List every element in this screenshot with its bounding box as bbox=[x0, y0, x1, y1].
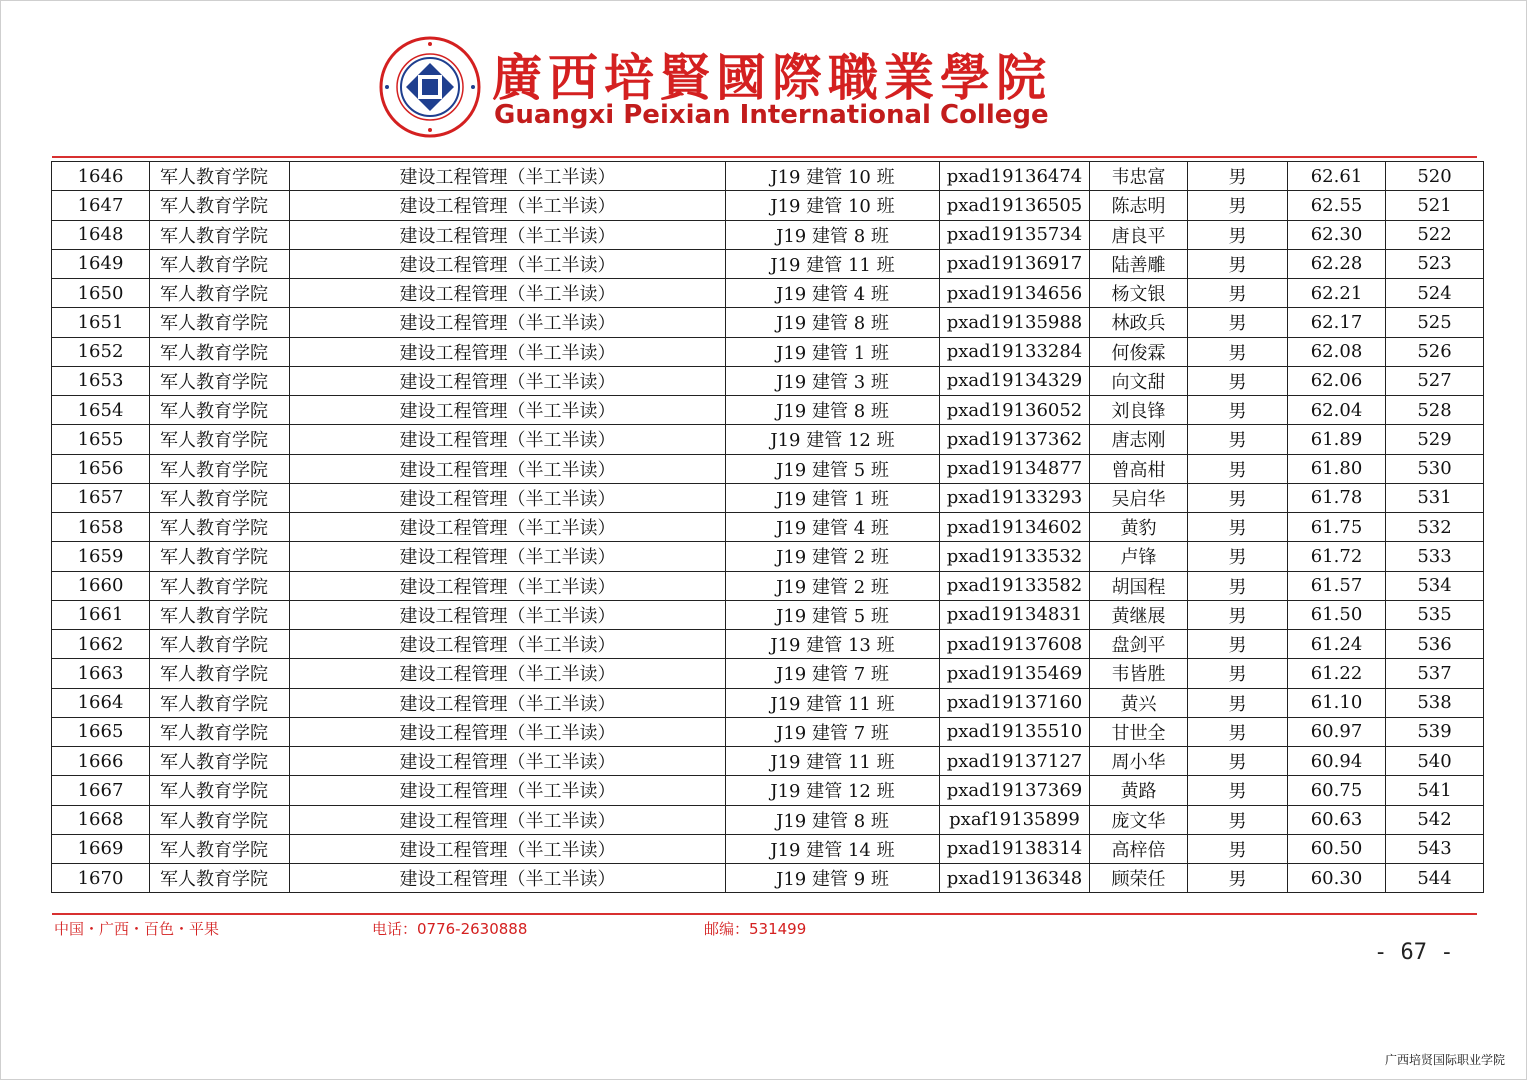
cell-gender: 男 bbox=[1188, 337, 1288, 366]
cell-class: J19 建管 9 班 bbox=[726, 864, 940, 893]
cell-gender: 男 bbox=[1188, 600, 1288, 629]
table-row bbox=[52, 191, 1484, 220]
cell-score: 60.75 bbox=[1288, 776, 1386, 805]
cell-college: 军人教育学院 bbox=[150, 571, 290, 600]
cell-college: 军人教育学院 bbox=[150, 249, 290, 278]
cell-seq: 1668 bbox=[52, 805, 150, 834]
cell-score: 61.22 bbox=[1288, 659, 1386, 688]
cell-class: J19 建管 2 班 bbox=[726, 542, 940, 571]
cell-rank: 529 bbox=[1386, 425, 1484, 454]
cell-college: 军人教育学院 bbox=[150, 483, 290, 512]
cell-college: 军人教育学院 bbox=[150, 513, 290, 542]
cell-major: 建设工程管理（半工半读） bbox=[290, 396, 726, 425]
cell-student-id: pxad19133532 bbox=[940, 542, 1090, 571]
cell-rank: 523 bbox=[1386, 249, 1484, 278]
cell-class: J19 建管 14 班 bbox=[726, 834, 940, 863]
cell-student-id: pxad19135469 bbox=[940, 659, 1090, 688]
cell-rank: 525 bbox=[1386, 308, 1484, 337]
cell-score: 62.21 bbox=[1288, 279, 1386, 308]
cell-name: 盘剑平 bbox=[1090, 630, 1188, 659]
cell-student-id: pxad19134656 bbox=[940, 279, 1090, 308]
cell-college: 军人教育学院 bbox=[150, 864, 290, 893]
cell-student-id: pxad19133284 bbox=[940, 337, 1090, 366]
table-row bbox=[52, 249, 1484, 278]
cell-seq: 1660 bbox=[52, 571, 150, 600]
college-logo bbox=[379, 36, 481, 138]
cell-class: J19 建管 8 班 bbox=[726, 396, 940, 425]
cell-rank: 544 bbox=[1386, 864, 1484, 893]
table-row bbox=[52, 483, 1484, 512]
cell-score: 61.72 bbox=[1288, 542, 1386, 571]
cell-major: 建设工程管理（半工半读） bbox=[290, 191, 726, 220]
table-row bbox=[52, 454, 1484, 483]
student-ranking-table bbox=[51, 161, 1484, 893]
header-divider bbox=[52, 156, 1477, 158]
cell-college: 军人教育学院 bbox=[150, 776, 290, 805]
cell-score: 61.80 bbox=[1288, 454, 1386, 483]
cell-gender: 男 bbox=[1188, 483, 1288, 512]
cell-seq: 1653 bbox=[52, 366, 150, 395]
cell-name: 甘世全 bbox=[1090, 717, 1188, 746]
cell-major: 建设工程管理（半工半读） bbox=[290, 542, 726, 571]
cell-college: 军人教育学院 bbox=[150, 747, 290, 776]
cell-gender: 男 bbox=[1188, 279, 1288, 308]
cell-college: 军人教育学院 bbox=[150, 659, 290, 688]
cell-seq: 1646 bbox=[52, 162, 150, 191]
table-body bbox=[52, 162, 1484, 893]
cell-rank: 533 bbox=[1386, 542, 1484, 571]
cell-name: 陈志明 bbox=[1090, 191, 1188, 220]
table-row bbox=[52, 542, 1484, 571]
cell-student-id: pxad19136474 bbox=[940, 162, 1090, 191]
cell-major: 建设工程管理（半工半读） bbox=[290, 162, 726, 191]
cell-class: J19 建管 13 班 bbox=[726, 630, 940, 659]
cell-class: J19 建管 5 班 bbox=[726, 454, 940, 483]
cell-name: 刘良锋 bbox=[1090, 396, 1188, 425]
cell-gender: 男 bbox=[1188, 805, 1288, 834]
cell-seq: 1666 bbox=[52, 747, 150, 776]
cell-score: 61.57 bbox=[1288, 571, 1386, 600]
cell-rank: 535 bbox=[1386, 600, 1484, 629]
cell-rank: 524 bbox=[1386, 279, 1484, 308]
cell-class: J19 建管 8 班 bbox=[726, 220, 940, 249]
table-row bbox=[52, 659, 1484, 688]
footer-phone: 电话：0776-2630888 bbox=[372, 920, 528, 938]
cell-name: 向文甜 bbox=[1090, 366, 1188, 395]
cell-score: 61.75 bbox=[1288, 513, 1386, 542]
cell-name: 黄路 bbox=[1090, 776, 1188, 805]
cell-class: J19 建管 12 班 bbox=[726, 776, 940, 805]
cell-score: 62.04 bbox=[1288, 396, 1386, 425]
cell-name: 高梓倍 bbox=[1090, 834, 1188, 863]
table-row bbox=[52, 776, 1484, 805]
cell-rank: 530 bbox=[1386, 454, 1484, 483]
cell-student-id: pxad19136348 bbox=[940, 864, 1090, 893]
cell-score: 60.50 bbox=[1288, 834, 1386, 863]
table-row bbox=[52, 366, 1484, 395]
cell-major: 建设工程管理（半工半读） bbox=[290, 249, 726, 278]
cell-score: 62.30 bbox=[1288, 220, 1386, 249]
cell-college: 军人教育学院 bbox=[150, 279, 290, 308]
cell-student-id: pxad19136052 bbox=[940, 396, 1090, 425]
cell-student-id: pxad19137160 bbox=[940, 688, 1090, 717]
cell-rank: 528 bbox=[1386, 396, 1484, 425]
cell-name: 黄兴 bbox=[1090, 688, 1188, 717]
cell-score: 62.28 bbox=[1288, 249, 1386, 278]
cell-student-id: pxad19135988 bbox=[940, 308, 1090, 337]
cell-college: 军人教育学院 bbox=[150, 308, 290, 337]
table-row bbox=[52, 805, 1484, 834]
cell-gender: 男 bbox=[1188, 191, 1288, 220]
cell-student-id: pxad19137369 bbox=[940, 776, 1090, 805]
table-row bbox=[52, 279, 1484, 308]
cell-class: J19 建管 1 班 bbox=[726, 337, 940, 366]
cell-score: 61.50 bbox=[1288, 600, 1386, 629]
cell-major: 建设工程管理（半工半读） bbox=[290, 425, 726, 454]
cell-student-id: pxad19136505 bbox=[940, 191, 1090, 220]
cell-name: 杨文银 bbox=[1090, 279, 1188, 308]
cell-gender: 男 bbox=[1188, 425, 1288, 454]
table-row bbox=[52, 396, 1484, 425]
cell-college: 军人教育学院 bbox=[150, 396, 290, 425]
cell-gender: 男 bbox=[1188, 630, 1288, 659]
table-row bbox=[52, 571, 1484, 600]
cell-major: 建设工程管理（半工半读） bbox=[290, 864, 726, 893]
cell-rank: 537 bbox=[1386, 659, 1484, 688]
table-row bbox=[52, 864, 1484, 893]
cell-seq: 1665 bbox=[52, 717, 150, 746]
cell-rank: 521 bbox=[1386, 191, 1484, 220]
cell-college: 军人教育学院 bbox=[150, 630, 290, 659]
cell-seq: 1664 bbox=[52, 688, 150, 717]
cell-student-id: pxad19137608 bbox=[940, 630, 1090, 659]
cell-rank: 541 bbox=[1386, 776, 1484, 805]
cell-name: 韦皆胜 bbox=[1090, 659, 1188, 688]
cell-class: J19 建管 3 班 bbox=[726, 366, 940, 395]
cell-name: 韦忠富 bbox=[1090, 162, 1188, 191]
cell-major: 建设工程管理（半工半读） bbox=[290, 308, 726, 337]
cell-class: J19 建管 12 班 bbox=[726, 425, 940, 454]
cell-name: 唐良平 bbox=[1090, 220, 1188, 249]
cell-class: J19 建管 7 班 bbox=[726, 717, 940, 746]
cell-name: 周小华 bbox=[1090, 747, 1188, 776]
cell-seq: 1659 bbox=[52, 542, 150, 571]
cell-college: 军人教育学院 bbox=[150, 162, 290, 191]
cell-class: J19 建管 7 班 bbox=[726, 659, 940, 688]
cell-college: 军人教育学院 bbox=[150, 688, 290, 717]
cell-seq: 1651 bbox=[52, 308, 150, 337]
cell-major: 建设工程管理（半工半读） bbox=[290, 337, 726, 366]
table-row bbox=[52, 337, 1484, 366]
cell-gender: 男 bbox=[1188, 571, 1288, 600]
cell-score: 62.17 bbox=[1288, 308, 1386, 337]
cell-name: 何俊霖 bbox=[1090, 337, 1188, 366]
cell-name: 唐志刚 bbox=[1090, 425, 1188, 454]
table-row bbox=[52, 162, 1484, 191]
cell-score: 62.08 bbox=[1288, 337, 1386, 366]
cell-seq: 1648 bbox=[52, 220, 150, 249]
cell-college: 军人教育学院 bbox=[150, 425, 290, 454]
table-row bbox=[52, 513, 1484, 542]
cell-rank: 522 bbox=[1386, 220, 1484, 249]
cell-class: J19 建管 11 班 bbox=[726, 688, 940, 717]
cell-rank: 526 bbox=[1386, 337, 1484, 366]
cell-seq: 1657 bbox=[52, 483, 150, 512]
cell-seq: 1647 bbox=[52, 191, 150, 220]
cell-seq: 1663 bbox=[52, 659, 150, 688]
cell-major: 建设工程管理（半工半读） bbox=[290, 717, 726, 746]
cell-class: J19 建管 5 班 bbox=[726, 600, 940, 629]
cell-gender: 男 bbox=[1188, 717, 1288, 746]
cell-seq: 1649 bbox=[52, 249, 150, 278]
cell-rank: 527 bbox=[1386, 366, 1484, 395]
cell-name: 吴启华 bbox=[1090, 483, 1188, 512]
cell-student-id: pxad19136917 bbox=[940, 249, 1090, 278]
cell-major: 建设工程管理（半工半读） bbox=[290, 805, 726, 834]
cell-seq: 1652 bbox=[52, 337, 150, 366]
cell-college: 军人教育学院 bbox=[150, 191, 290, 220]
table-row bbox=[52, 220, 1484, 249]
cell-gender: 男 bbox=[1188, 659, 1288, 688]
cell-gender: 男 bbox=[1188, 220, 1288, 249]
cell-seq: 1662 bbox=[52, 630, 150, 659]
cell-major: 建设工程管理（半工半读） bbox=[290, 834, 726, 863]
cell-gender: 男 bbox=[1188, 688, 1288, 717]
table-row bbox=[52, 747, 1484, 776]
cell-name: 曾高柑 bbox=[1090, 454, 1188, 483]
cell-rank: 543 bbox=[1386, 834, 1484, 863]
cell-class: J19 建管 11 班 bbox=[726, 249, 940, 278]
cell-gender: 男 bbox=[1188, 249, 1288, 278]
cell-name: 林政兵 bbox=[1090, 308, 1188, 337]
cell-major: 建设工程管理（半工半读） bbox=[290, 454, 726, 483]
cell-name: 黄豹 bbox=[1090, 513, 1188, 542]
cell-class: J19 建管 8 班 bbox=[726, 805, 940, 834]
cell-score: 62.61 bbox=[1288, 162, 1386, 191]
cell-name: 陆善雕 bbox=[1090, 249, 1188, 278]
cell-score: 61.24 bbox=[1288, 630, 1386, 659]
cell-gender: 男 bbox=[1188, 513, 1288, 542]
cell-seq: 1650 bbox=[52, 279, 150, 308]
college-title-english: Guangxi Peixian International College bbox=[494, 100, 1049, 130]
cell-score: 61.78 bbox=[1288, 483, 1386, 512]
cell-college: 军人教育学院 bbox=[150, 220, 290, 249]
cell-seq: 1669 bbox=[52, 834, 150, 863]
college-title-chinese: 廣西培賢國際職業學院 bbox=[492, 48, 1052, 107]
footer-postcode: 邮编：531499 bbox=[704, 920, 807, 938]
cell-class: J19 建管 1 班 bbox=[726, 483, 940, 512]
cell-rank: 539 bbox=[1386, 717, 1484, 746]
cell-college: 军人教育学院 bbox=[150, 454, 290, 483]
cell-score: 60.97 bbox=[1288, 717, 1386, 746]
source-watermark: 广西培贤国际职业学院 bbox=[1384, 1053, 1505, 1067]
table-row bbox=[52, 717, 1484, 746]
cell-gender: 男 bbox=[1188, 834, 1288, 863]
cell-student-id: pxad19135510 bbox=[940, 717, 1090, 746]
cell-gender: 男 bbox=[1188, 864, 1288, 893]
page-number: - 67 - bbox=[1374, 940, 1454, 965]
footer-divider bbox=[52, 913, 1477, 915]
cell-college: 军人教育学院 bbox=[150, 542, 290, 571]
cell-student-id: pxad19134877 bbox=[940, 454, 1090, 483]
cell-gender: 男 bbox=[1188, 542, 1288, 571]
cell-rank: 531 bbox=[1386, 483, 1484, 512]
cell-class: J19 建管 8 班 bbox=[726, 308, 940, 337]
cell-student-id: pxad19137362 bbox=[940, 425, 1090, 454]
table-row bbox=[52, 630, 1484, 659]
cell-class: J19 建管 4 班 bbox=[726, 279, 940, 308]
cell-major: 建设工程管理（半工半读） bbox=[290, 279, 726, 308]
cell-score: 61.10 bbox=[1288, 688, 1386, 717]
cell-name: 胡国程 bbox=[1090, 571, 1188, 600]
cell-name: 卢锋 bbox=[1090, 542, 1188, 571]
cell-gender: 男 bbox=[1188, 162, 1288, 191]
cell-class: J19 建管 10 班 bbox=[726, 191, 940, 220]
cell-seq: 1670 bbox=[52, 864, 150, 893]
table-row bbox=[52, 834, 1484, 863]
cell-major: 建设工程管理（半工半读） bbox=[290, 600, 726, 629]
cell-name: 顾荣任 bbox=[1090, 864, 1188, 893]
cell-class: J19 建管 11 班 bbox=[726, 747, 940, 776]
cell-class: J19 建管 10 班 bbox=[726, 162, 940, 191]
cell-seq: 1654 bbox=[52, 396, 150, 425]
cell-student-id: pxad19133293 bbox=[940, 483, 1090, 512]
cell-major: 建设工程管理（半工半读） bbox=[290, 747, 726, 776]
cell-score: 60.30 bbox=[1288, 864, 1386, 893]
cell-student-id: pxaf19135899 bbox=[940, 805, 1090, 834]
cell-student-id: pxad19134602 bbox=[940, 513, 1090, 542]
cell-seq: 1658 bbox=[52, 513, 150, 542]
cell-college: 军人教育学院 bbox=[150, 600, 290, 629]
cell-gender: 男 bbox=[1188, 308, 1288, 337]
cell-rank: 534 bbox=[1386, 571, 1484, 600]
cell-seq: 1667 bbox=[52, 776, 150, 805]
cell-rank: 520 bbox=[1386, 162, 1484, 191]
cell-major: 建设工程管理（半工半读） bbox=[290, 688, 726, 717]
cell-seq: 1661 bbox=[52, 600, 150, 629]
cell-class: J19 建管 2 班 bbox=[726, 571, 940, 600]
cell-seq: 1656 bbox=[52, 454, 150, 483]
cell-major: 建设工程管理（半工半读） bbox=[290, 776, 726, 805]
cell-score: 61.89 bbox=[1288, 425, 1386, 454]
cell-name: 黄继展 bbox=[1090, 600, 1188, 629]
cell-student-id: pxad19134831 bbox=[940, 600, 1090, 629]
cell-major: 建设工程管理（半工半读） bbox=[290, 513, 726, 542]
cell-gender: 男 bbox=[1188, 747, 1288, 776]
cell-student-id: pxad19138314 bbox=[940, 834, 1090, 863]
cell-rank: 542 bbox=[1386, 805, 1484, 834]
table-row bbox=[52, 308, 1484, 337]
cell-score: 60.63 bbox=[1288, 805, 1386, 834]
cell-score: 62.06 bbox=[1288, 366, 1386, 395]
cell-college: 军人教育学院 bbox=[150, 834, 290, 863]
cell-major: 建设工程管理（半工半读） bbox=[290, 366, 726, 395]
cell-gender: 男 bbox=[1188, 454, 1288, 483]
cell-student-id: pxad19134329 bbox=[940, 366, 1090, 395]
table-row bbox=[52, 425, 1484, 454]
cell-student-id: pxad19135734 bbox=[940, 220, 1090, 249]
cell-score: 62.55 bbox=[1288, 191, 1386, 220]
cell-gender: 男 bbox=[1188, 366, 1288, 395]
cell-name: 庞文华 bbox=[1090, 805, 1188, 834]
cell-college: 军人教育学院 bbox=[150, 366, 290, 395]
cell-college: 军人教育学院 bbox=[150, 805, 290, 834]
cell-major: 建设工程管理（半工半读） bbox=[290, 659, 726, 688]
cell-major: 建设工程管理（半工半读） bbox=[290, 220, 726, 249]
cell-rank: 538 bbox=[1386, 688, 1484, 717]
cell-major: 建设工程管理（半工半读） bbox=[290, 630, 726, 659]
cell-rank: 532 bbox=[1386, 513, 1484, 542]
cell-gender: 男 bbox=[1188, 776, 1288, 805]
table-row bbox=[52, 600, 1484, 629]
cell-major: 建设工程管理（半工半读） bbox=[290, 571, 726, 600]
cell-college: 军人教育学院 bbox=[150, 717, 290, 746]
cell-rank: 540 bbox=[1386, 747, 1484, 776]
footer-address: 中国・广西・百色・平果 bbox=[54, 920, 220, 938]
cell-college: 军人教育学院 bbox=[150, 337, 290, 366]
cell-rank: 536 bbox=[1386, 630, 1484, 659]
cell-major: 建设工程管理（半工半读） bbox=[290, 483, 726, 512]
cell-gender: 男 bbox=[1188, 396, 1288, 425]
cell-score: 60.94 bbox=[1288, 747, 1386, 776]
table-row bbox=[52, 688, 1484, 717]
cell-student-id: pxad19133582 bbox=[940, 571, 1090, 600]
cell-class: J19 建管 4 班 bbox=[726, 513, 940, 542]
cell-seq: 1655 bbox=[52, 425, 150, 454]
cell-student-id: pxad19137127 bbox=[940, 747, 1090, 776]
